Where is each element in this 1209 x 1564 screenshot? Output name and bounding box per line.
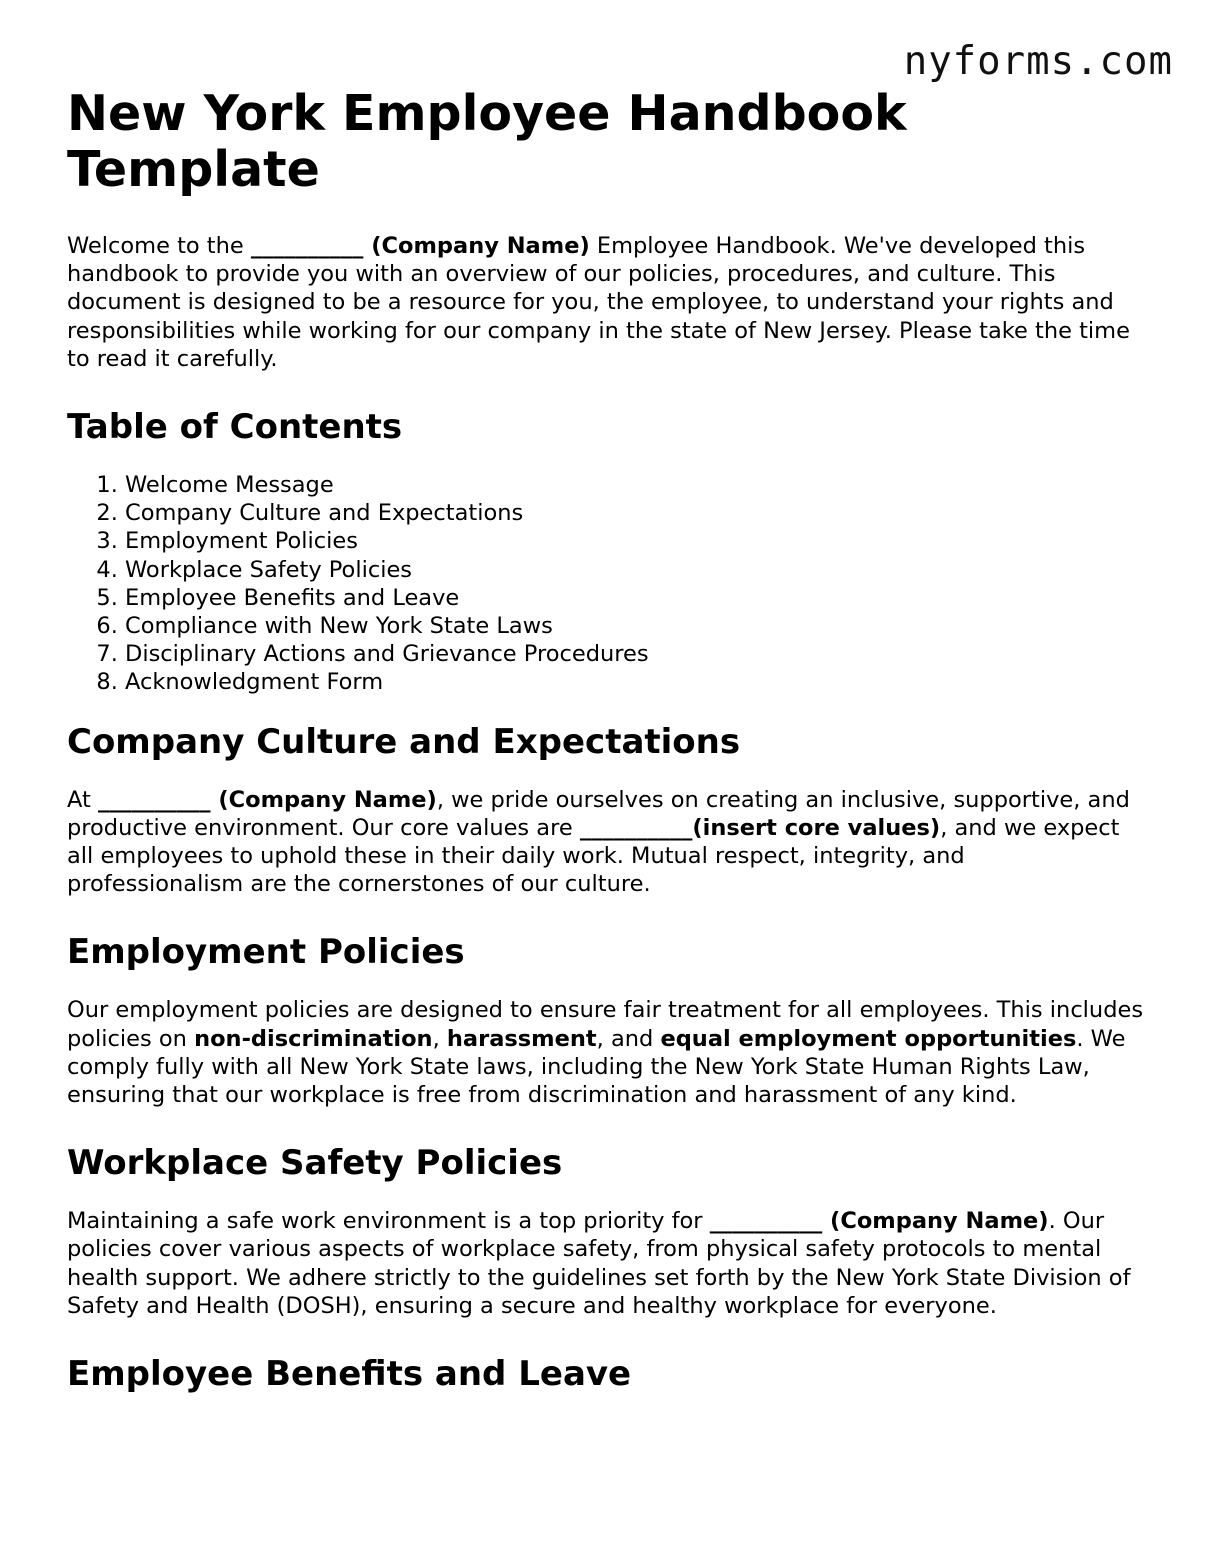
intro-paragraph	[67, 232, 1147, 373]
toc-item: 7. Disciplinary Actions and Grievance Procedures	[125, 640, 1147, 668]
employment-paragraph	[67, 996, 1147, 1109]
employment-text-1: Our employment policies are designed to ensure fair treatment for all employees. This includes policies on	[67, 997, 1144, 1052]
safety-heading: Workplace Safety Policies	[67, 1143, 563, 1184]
intro-text-rest: Employee Handbook. We've developed this handbook to provide you with an overview of our policies, procedures, and culture. This document is designed to be a resource for you, the employee, to understand your rights and responsibilities while working for our company in the state of New Jersey. Please take the time to read it carefully.	[67, 233, 1130, 372]
toc-list	[67, 471, 1147, 697]
toc-heading: Table of Contents	[67, 407, 403, 448]
culture-paragraph	[67, 786, 1147, 899]
core-values-label: (insert core values)	[692, 814, 941, 841]
employment-text-3: , and	[596, 1025, 661, 1052]
toc-item: 6. Compliance with New York State Laws	[125, 612, 1147, 640]
culture-text-1: At	[67, 786, 98, 813]
toc-item: 3. Employment Policies	[125, 527, 1147, 555]
company-name-blank: __________	[709, 1208, 823, 1235]
safety-text-1: Maintaining a safe work environment is a top priority for	[67, 1208, 710, 1235]
employment-text-2: ,	[432, 1025, 447, 1052]
intro-text-start: Welcome to the	[67, 233, 251, 259]
toc-item: 4. Workplace Safety Policies	[125, 556, 1147, 584]
document-title: New York Employee Handbook Template	[67, 85, 907, 198]
safety-paragraph	[67, 1207, 1147, 1320]
equal-employment-term: equal employment opportunities	[660, 1025, 1077, 1052]
toc-item: 5. Employee Benefits and Leave	[125, 584, 1147, 612]
core-values-blank: __________	[579, 814, 693, 841]
site-watermark: nyforms.com	[903, 39, 1173, 84]
toc-item: 8. Acknowledgment Form	[125, 668, 1147, 696]
company-name-label: (Company Name)	[822, 1208, 1049, 1235]
company-name-blank: __________	[97, 786, 211, 813]
culture-text-2: , we pride ourselves on creating an inclusive, supportive, and productive environment. Our core values are	[67, 786, 1130, 841]
toc-item: 2. Company Culture and Expectations	[125, 499, 1147, 527]
toc-item: 1. Welcome Message	[125, 471, 1147, 499]
employment-text-4: . We comply fully with all New York State laws, including the New York State Human Rights Law, ensuring that our workplace is free from discrimination and harassment of any kind.	[67, 1025, 1126, 1109]
employment-heading: Employment Policies	[67, 932, 465, 973]
company-name-label: (Company Name)	[363, 233, 590, 259]
benefits-heading: Employee Benefits and Leave	[67, 1354, 632, 1395]
document-body	[67, 86, 1147, 1394]
non-discrimination-term: non-discrimination	[194, 1025, 433, 1052]
company-name-blank: __________	[250, 233, 364, 259]
culture-text-3: , and we expect all employees to uphold these in their daily work. Mutual respect, integrity, and professionalism are the cornerstones of our culture.	[67, 814, 1120, 898]
culture-heading: Company Culture and Expectations	[67, 721, 741, 762]
safety-text-2: . Our policies cover various aspects of workplace safety, from physical safety protocols to mental health support. We adhere strictly to the guidelines set forth by the New York State Division of Safety and Health (DOSH), ensuring a secure and healthy workplace for everyone.	[67, 1208, 1131, 1319]
harassment-term: harassment	[446, 1025, 597, 1052]
company-name-label: (Company Name)	[210, 786, 437, 813]
